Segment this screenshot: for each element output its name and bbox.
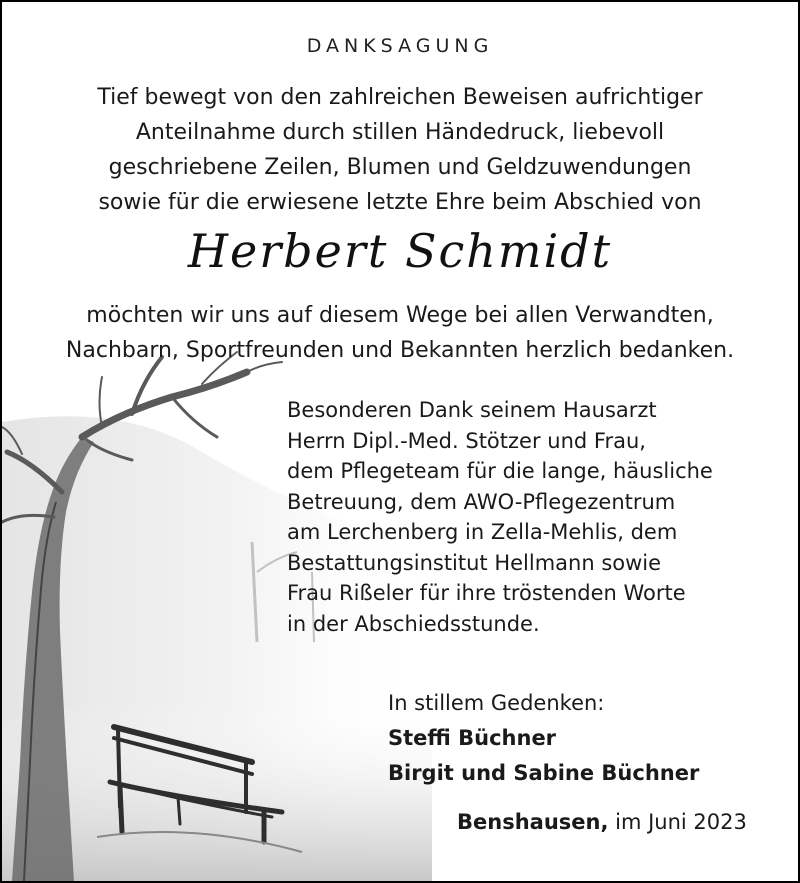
place-and-date — [457, 810, 747, 834]
thanks-line: Bestattungsinstitut Hellmann sowie — [287, 550, 662, 575]
thanks-line: Herrn Dipl.-Med. Stötzer und Frau, — [287, 428, 646, 453]
thanks-line: Frau Rißeler für ihre tröstenden Worte — [287, 581, 686, 605]
special-thanks-paragraph — [287, 395, 713, 639]
mourner-name: Steffi Büchner — [388, 726, 557, 750]
intro-line: sowie für die erwiesene letzte Ehre beim Abschied von — [98, 190, 702, 215]
thanks-line: in der Abschiedsstunde. — [287, 611, 540, 636]
closing-line: möchten wir uns auf diesem Wege bei allen Verwandten, — [86, 303, 714, 328]
intro-line: Anteilnahme durch stillen Händedruck, liebevoll — [135, 120, 665, 145]
thanks-line: Betreuung, dem AWO-Pflegezentrum — [287, 489, 676, 514]
signoff-intro: In stillem Gedenken: — [388, 691, 605, 715]
notice-heading: DANKSAGUNG — [306, 35, 494, 57]
mourner-name: Birgit und Sabine Büchner — [388, 761, 700, 785]
thanks-line: dem Pflegeteam für die lange, häusliche — [287, 459, 713, 483]
deceased-name: Herbert Schmidt — [187, 224, 613, 278]
thanks-line: Besonderen Dank seinem Hausarzt — [287, 398, 657, 422]
thanks-line: am Lerchenberg in Zella-Mehlis, dem — [287, 520, 678, 544]
place-name: Benshausen, — [457, 810, 609, 834]
closing-paragraph — [2, 298, 798, 368]
intro-line: Tief bewegt von den zahlreichen Beweisen aufrichtiger — [97, 85, 703, 110]
signoff-block — [388, 686, 699, 791]
closing-line: Nachbarn, Sportfreunden und Bekannten herzlich bedanken. — [65, 338, 735, 363]
intro-line: geschriebene Zeilen, Blumen und Geldzuwendungen — [108, 155, 692, 180]
intro-paragraph — [2, 80, 798, 220]
date-text: im Juni 2023 — [615, 810, 747, 834]
